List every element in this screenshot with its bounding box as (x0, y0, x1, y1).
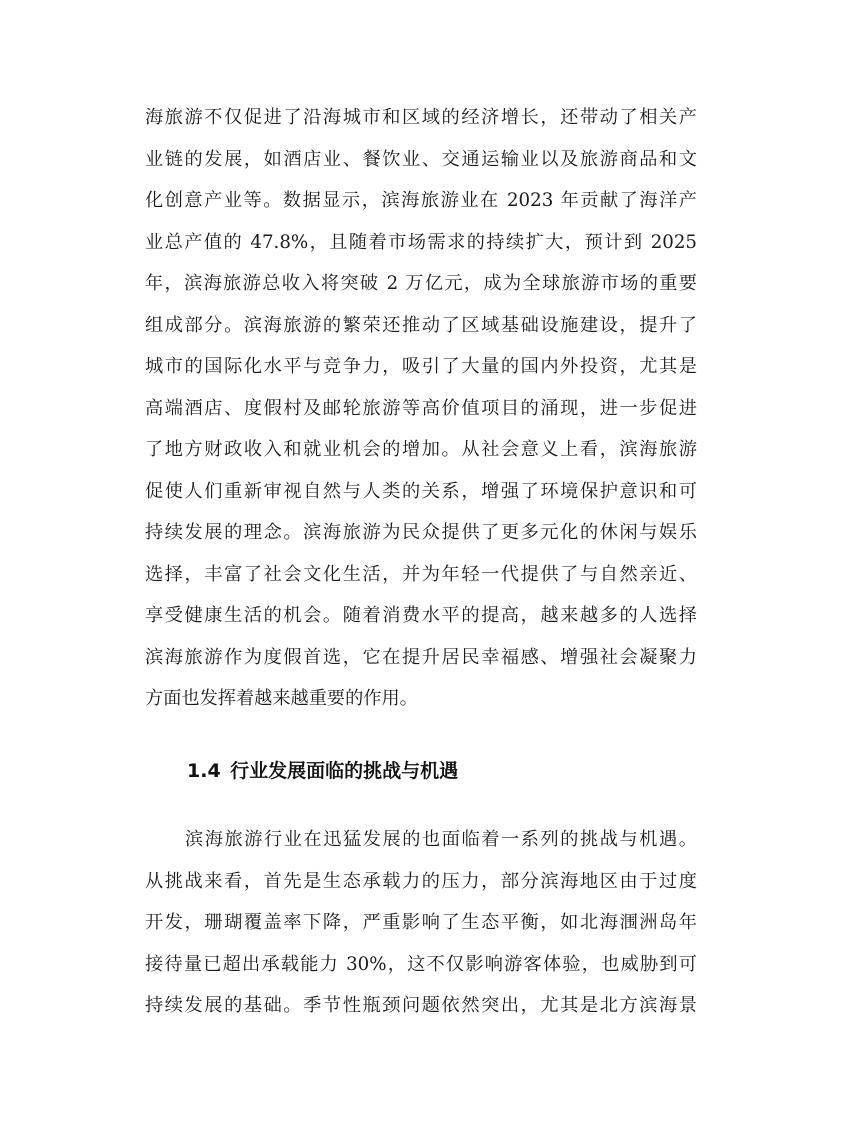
paragraph-line: 持续发展的理念。滨海旅游为民众提供了更多元化的休闲与娱乐 (145, 522, 697, 543)
paragraph-line: 年，滨海旅游总收入将突破 2 万亿元，成为全球旅游市场的重要 (145, 273, 697, 294)
paragraph-line: 海旅游不仅促进了沿海城市和区域的经济增长，还带动了相关产 (145, 107, 697, 128)
section-number: 1.4 (187, 760, 221, 782)
body-paragraph (145, 819, 697, 1027)
paragraph-line: 了地方财政收入和就业机会的增加。从社会意义上看，滨海旅游 (145, 439, 697, 460)
paragraph-line: 开发，珊瑚覆盖率下降，严重影响了生态平衡，如北海涠洲岛年 (145, 912, 697, 933)
section-title: 行业发展面临的挑战与机遇 (230, 760, 459, 782)
paragraph-line: 高端酒店、度假村及邮轮旅游等高价值项目的涌现，进一步促进 (145, 397, 697, 419)
body-paragraph-continued (145, 97, 697, 720)
paragraph-line: 享受健康生活的机会。随着消费水平的提高，越来越多的人选择 (145, 605, 697, 626)
paragraph-line: 方面也发挥着越来越重要的作用。 (145, 688, 418, 709)
section-heading (187, 754, 458, 788)
paragraph-line: 选择，丰富了社会文化生活，并为年轻一代提供了与自然亲近、 (145, 563, 697, 585)
paragraph-line: 组成部分。滨海旅游的繁荣还推动了区域基础设施建设，提升了 (145, 314, 697, 336)
paragraph-line: 从挑战来看，首先是生态承载力的压力，部分滨海地区由于过度 (145, 870, 697, 892)
paragraph-line: 城市的国际化水平与竞争力，吸引了大量的国内外投资，尤其是 (145, 356, 697, 377)
paragraph-line: 滨海旅游作为度假首选，它在提升居民幸福感、增强社会凝聚力 (145, 646, 697, 668)
paragraph-line: 业总产值的 47.8%，且随着市场需求的持续扩大，预计到 2025 (145, 231, 697, 253)
paragraph-line: 持续发展的基础。季节性瓶颈问题依然突出，尤其是北方滨海景 (145, 995, 697, 1016)
paragraph-line: 化创意产业等。数据显示，滨海旅游业在 2023 年贡献了海洋产 (145, 190, 697, 211)
paragraph-line: 滨海旅游行业在迅猛发展的也面临着一系列的挑战与机遇。 (185, 829, 697, 850)
paragraph-line: 促使人们重新审视自然与人类的关系，增强了环境保护意识和可 (145, 480, 697, 502)
paragraph-line: 接待量已超出承载能力 30%，这不仅影响游客体验，也威胁到可 (145, 953, 697, 975)
paragraph-line: 业链的发展，如酒店业、餐饮业、交通运输业以及旅游商品和文 (145, 148, 697, 170)
